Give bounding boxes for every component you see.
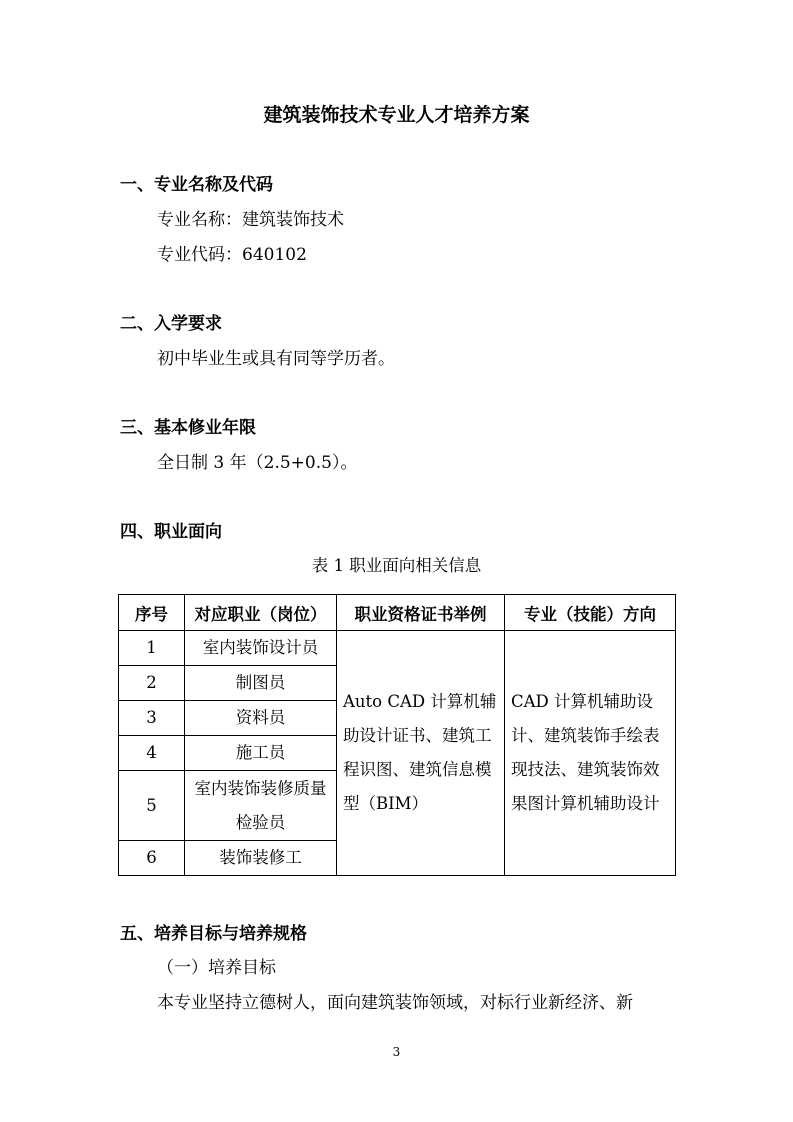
section-1-heading: 一、专业名称及代码 xyxy=(120,175,273,195)
header-no: 序号 xyxy=(119,595,185,631)
header-certificate: 职业资格证书举例 xyxy=(337,595,505,631)
row-no: 5 xyxy=(119,771,185,841)
row-job: 施工员 xyxy=(185,736,337,771)
row-job: 室内装饰装修质量检验员 xyxy=(185,771,337,841)
subsection-heading: （一）培养目标 xyxy=(157,958,276,978)
row-no: 1 xyxy=(119,631,185,666)
section-2-heading: 二、入学要求 xyxy=(120,314,222,334)
row-job: 制图员 xyxy=(185,666,337,701)
duration-text: 全日制 3 年（2.5+0.5）。 xyxy=(157,453,358,473)
row-no: 4 xyxy=(119,736,185,771)
row-job: 资料员 xyxy=(185,701,337,736)
row-no: 3 xyxy=(119,701,185,736)
major-code-line: 专业代码：640102 xyxy=(157,245,307,265)
table-row xyxy=(119,631,676,666)
row-no: 2 xyxy=(119,666,185,701)
section-4-heading: 四、职业面向 xyxy=(120,522,222,542)
major-name-line: 专业名称：建筑装饰技术 xyxy=(157,210,344,230)
section-3-heading: 三、基本修业年限 xyxy=(120,418,256,438)
career-table xyxy=(118,594,676,876)
header-direction: 专业（技能）方向 xyxy=(505,595,676,631)
row-no: 6 xyxy=(119,841,185,876)
body-paragraph: 本专业坚持立德树人，面向建筑装饰领域，对标行业新经济、新 xyxy=(157,993,633,1013)
row-job: 装饰装修工 xyxy=(185,841,337,876)
section-5-heading: 五、培养目标与培养规格 xyxy=(120,924,307,944)
header-job: 对应职业（岗位） xyxy=(185,595,337,631)
document-title: 建筑装饰技术专业人才培养方案 xyxy=(263,104,530,126)
row-job: 室内装饰设计员 xyxy=(185,631,337,666)
page-number: 3 xyxy=(392,1045,401,1059)
table-header-row xyxy=(119,595,676,631)
direction-cell: CAD 计算机辅助设计、建筑装饰手绘表现技法、建筑装饰效果图计算机辅助设计 xyxy=(505,631,676,876)
table-caption: 表 1 职业面向相关信息 xyxy=(311,556,482,575)
admission-text: 初中毕业生或具有同等学历者。 xyxy=(157,349,395,369)
certificate-cell: Auto CAD 计算机辅助设计证书、建筑工程识图、建筑信息模型（BIM） xyxy=(337,631,505,876)
